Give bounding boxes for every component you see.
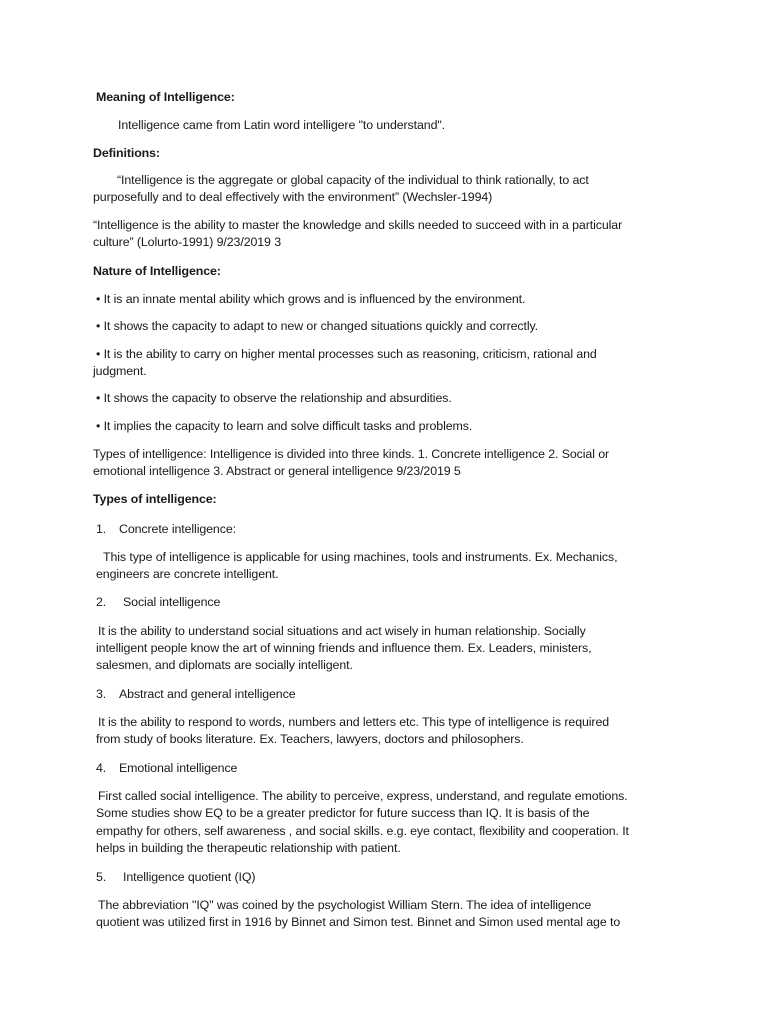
type-3-text: It is the ability to respond to words, numbers and letters etc. This type of intelligence is required	[98, 715, 610, 729]
definition-2-line-2: culture” (Lolurto-1991) 9/23/2019 3	[93, 235, 281, 249]
type-5-title: Intelligence quotient (IQ)	[123, 870, 256, 884]
type-3-title: Abstract and general intelligence	[119, 687, 296, 701]
nature-bullet: • It shows the capacity to observe the relationship and absurdities.	[96, 391, 452, 405]
type-4-title: Emotional intelligence	[119, 761, 238, 775]
type-5-text: quotient was utilized first in 1916 by Binnet and Simon test. Binnet and Simon used mental age to	[96, 915, 621, 929]
definition-2-line-1: “Intelligence is the ability to master the knowledge and skills needed to succeed with in a particular	[93, 218, 623, 232]
type-4-text: Some studies show EQ to be a greater predictor for future success than IQ. It is basis of the	[96, 806, 590, 820]
types-heading: Types of intelligence:	[93, 492, 217, 506]
nature-bullet: • It is an innate mental ability which grows and is influenced by the environment.	[96, 292, 526, 306]
meaning-text: Intelligence came from Latin word intelligere "to understand".	[118, 118, 445, 132]
type-5-text: The abbreviation "IQ" was coined by the psychologist William Stern. The idea of intelligence	[98, 898, 592, 912]
type-1-text: engineers are concrete intelligent.	[96, 567, 279, 581]
type-1-title: Concrete intelligence:	[119, 522, 236, 536]
type-4-text: empathy for others, self awareness , and social skills. e.g. eye contact, flexibility and cooperation. It	[96, 824, 629, 838]
type-4-number: 4.	[96, 761, 107, 775]
types-summary-line-2: emotional intelligence 3. Abstract or general intelligence 9/23/2019 5	[93, 464, 461, 478]
type-3-text: from study of books literature. Ex. Teachers, lawyers, doctors and philosophers.	[96, 732, 524, 746]
type-2-text: intelligent people know the art of winning friends and influence them. Ex. Leaders, ministers,	[96, 641, 592, 655]
definition-1-line-2: purposefully and to deal effectively with the environment” (Wechsler-1994)	[93, 190, 493, 204]
nature-bullet-continuation: judgment.	[93, 364, 147, 378]
type-3-number: 3.	[96, 687, 107, 701]
definition-1-line-1: “Intelligence is the aggregate or global capacity of the individual to think rationally, to act	[117, 173, 589, 187]
nature-bullet: • It shows the capacity to adapt to new or changed situations quickly and correctly.	[96, 319, 539, 333]
type-4-text: First called social intelligence. The ability to perceive, express, understand, and regulate emotions.	[98, 789, 628, 803]
type-5-number: 5.	[96, 870, 107, 884]
nature-bullet: • It implies the capacity to learn and solve difficult tasks and problems.	[96, 419, 473, 433]
type-1-text: This type of intelligence is applicable for using machines, tools and instruments. Ex. Mechanics,	[103, 550, 618, 564]
type-2-text: It is the ability to understand social situations and act wisely in human relationship. Socially	[98, 624, 586, 638]
type-2-number: 2.	[96, 595, 107, 609]
types-summary-line-1: Types of intelligence: Intelligence is divided into three kinds. 1. Concrete intelligence 2. Social or	[93, 447, 610, 461]
definitions-heading: Definitions:	[93, 146, 160, 160]
nature-heading: Nature of Intelligence:	[93, 264, 221, 278]
type-4-text: helps in building the therapeutic relationship with patient.	[96, 841, 401, 855]
type-1-number: 1.	[96, 522, 107, 536]
type-2-title: Social intelligence	[123, 595, 221, 609]
meaning-heading: Meaning of Intelligence:	[96, 90, 235, 104]
type-2-text: salesmen, and diplomats are socially intelligent.	[96, 658, 353, 672]
nature-bullet: • It is the ability to carry on higher mental processes such as reasoning, criticism, rational and	[96, 347, 597, 361]
